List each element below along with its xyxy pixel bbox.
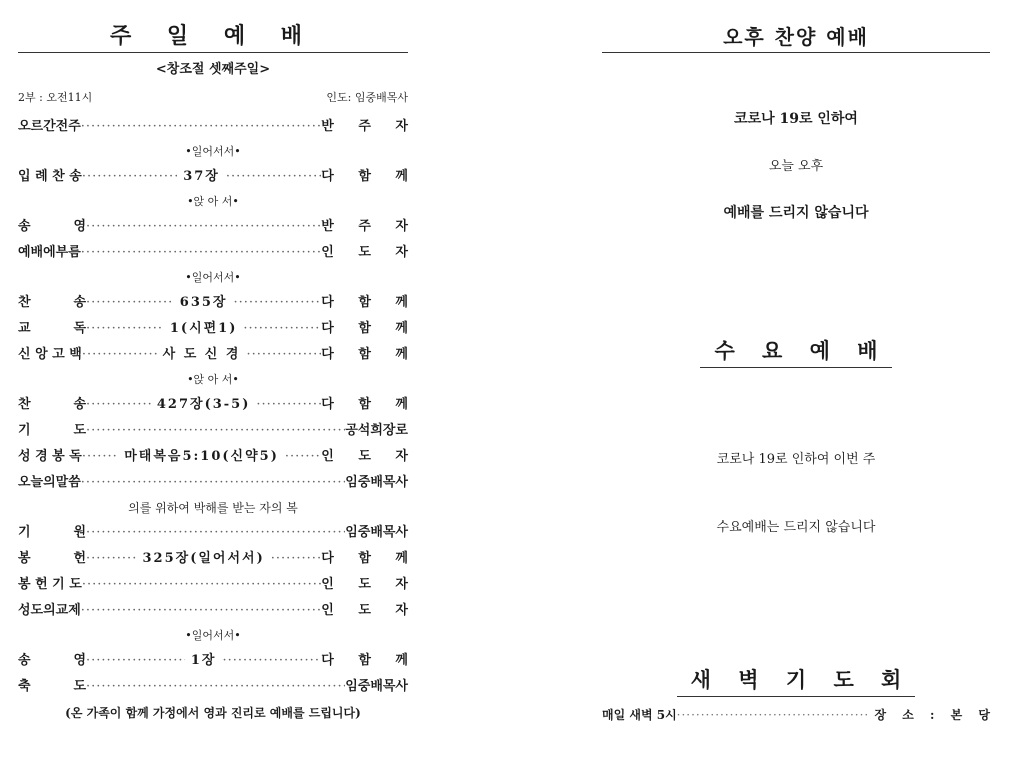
worship-item-person: 다 함 께 [321,653,418,668]
leader-dots [233,290,321,316]
worship-item-label: 오늘의말씀 [18,475,81,490]
worship-item [18,164,418,190]
leader-dots [86,290,174,316]
worship-item-label: 기 도 [18,423,86,438]
worship-item [18,572,418,598]
leader-dots [86,418,345,444]
worship-item-label: 입 례 찬 송 [18,169,82,184]
worship-item-detail: 635장 [179,295,228,310]
worship-item-person: 다 함 께 [321,347,418,362]
leader-dots [86,520,345,546]
leader-dots [256,392,321,418]
leader-dots [86,214,321,240]
worship-item-label: 성 경 봉 독 [18,449,82,464]
worship-item [18,470,408,496]
worship-item-label: 오르간전주 [18,119,81,134]
worship-item-person: 인 도 자 [321,577,418,592]
leader-dots [82,572,321,598]
leader-dots [81,114,321,140]
worship-item-person: 인 도 자 [321,603,418,618]
leader-dots [81,240,321,266]
worship-item [18,598,418,624]
worship-item-label: 찬 송 [18,397,86,412]
service-time: 2부 : 오전11시 [18,91,93,104]
wednesday-service-title: 수 요 예 배 [700,335,891,368]
posture-note: •일어서서• [185,145,241,158]
worship-item-person: 공석희장로 [345,423,408,438]
dawn-prayer-title: 새 벽 기 도 회 [677,664,916,697]
worship-item [18,444,418,470]
worship-item [18,316,418,342]
worship-item [18,674,408,700]
worship-item-person: 다 함 께 [321,169,418,184]
leader-dots [285,444,321,470]
worship-item-detail: 37장 [183,169,220,184]
title-rule [18,52,408,53]
worship-item-person: 다 함 께 [321,397,418,412]
leader-dots [222,648,321,674]
posture-note: •일어서서• [185,271,241,284]
worship-item-person: 반 주 자 [321,119,418,134]
worship-item-label: 교 독 [18,321,86,336]
worship-item-label: 봉 헌 [18,551,86,566]
service-subtitle: <창조절 셋째주일> [155,62,271,77]
worship-item [18,290,418,316]
worship-item-detail: 사 도 신 경 [162,347,241,362]
worship-item [18,418,408,444]
leader-dots [82,444,118,470]
worship-item [18,392,418,418]
worship-item-label: 예배에부름 [18,245,81,260]
leader-dots [86,648,185,674]
leader-dots [86,674,345,700]
worship-item [18,240,418,266]
right-column [602,0,990,697]
worship-item-detail: 1장 [190,653,217,668]
posture-note: •앉 아 서• [187,195,239,208]
leader-dots [81,598,321,624]
dawn-prayer-place: 장 소 : 본 당 [874,708,996,722]
worship-item-detail: 마태복음5:10(신약5) [124,449,279,464]
leader-dots [86,546,137,572]
leader-dots [82,342,157,368]
sermon-title: 의를 위하여 박해를 받는 자의 복 [128,501,298,515]
dawn-prayer-info [602,705,996,725]
leader-dots [81,470,345,496]
worship-item [18,214,418,240]
afternoon-title-rule [602,52,990,53]
sunday-service-column [18,0,418,726]
worship-item-label: 송 영 [18,219,86,234]
afternoon-notice-line-1: 코로나 19로 인하여 [734,111,858,127]
leader-dots [243,316,321,342]
afternoon-service-title: 오후 찬양 예배 [723,25,869,49]
worship-item-label: 송 영 [18,653,86,668]
worship-item [18,342,418,368]
worship-item-detail: 325장(일어서서) [142,551,265,566]
service-meta [18,88,408,108]
leader-dots [677,705,869,725]
afternoon-notice-line-2: 오늘 오후 [768,159,824,174]
worship-item-label: 축 도 [18,679,86,694]
worship-item-person: 다 함 께 [321,551,418,566]
worship-item-label: 찬 송 [18,295,86,310]
afternoon-notice-line-3: 예배를 드리지 않습니다 [723,205,869,221]
worship-item [18,648,418,674]
worship-item-person: 다 함 께 [321,321,418,336]
leader-dots [82,164,177,190]
worship-item [18,546,418,572]
posture-note: •일어서서• [185,629,241,642]
wednesday-notice-line-2: 수요예배는 드리지 않습니다 [716,520,876,535]
worship-item-person: 임중배목사 [345,475,408,490]
wednesday-service-heading [602,335,990,368]
worship-item-label: 기 원 [18,525,86,540]
worship-item-person: 인 도 자 [321,449,418,464]
worship-item-detail: 427장(3-5) [156,397,251,412]
service-leader: 인도: 임중배목사 [326,91,408,104]
posture-note: •앉 아 서• [187,373,239,386]
worship-item [18,520,408,546]
leader-dots [271,546,322,572]
leader-dots [226,164,321,190]
worship-item [18,114,418,140]
wednesday-notice-line-1: 코로나 19로 인하여 이번 주 [716,452,876,467]
worship-item-person: 인 도 자 [321,245,418,260]
worship-item-person: 임중배목사 [345,679,408,694]
worship-item-person: 반 주 자 [321,219,418,234]
worship-item-detail: 1(시편1) [169,321,238,336]
sunday-service-title: 주 일 예 배 [110,23,316,49]
worship-item-label: 신 앙 고 백 [18,347,82,362]
footer-note: (온 가족이 함께 가정에서 영과 진리로 예배를 드립니다) [65,706,361,720]
leader-dots [86,316,164,342]
dawn-prayer-time: 매일 새벽 5시 [602,708,677,722]
leader-dots [246,342,321,368]
order-of-worship [18,114,418,700]
worship-item-person: 임중배목사 [345,525,408,540]
leader-dots [86,392,151,418]
worship-item-person: 다 함 께 [321,295,418,310]
worship-item-label: 성도의교제 [18,603,81,618]
worship-item-label: 봉 헌 기 도 [18,577,82,592]
dawn-prayer-heading [602,664,990,697]
